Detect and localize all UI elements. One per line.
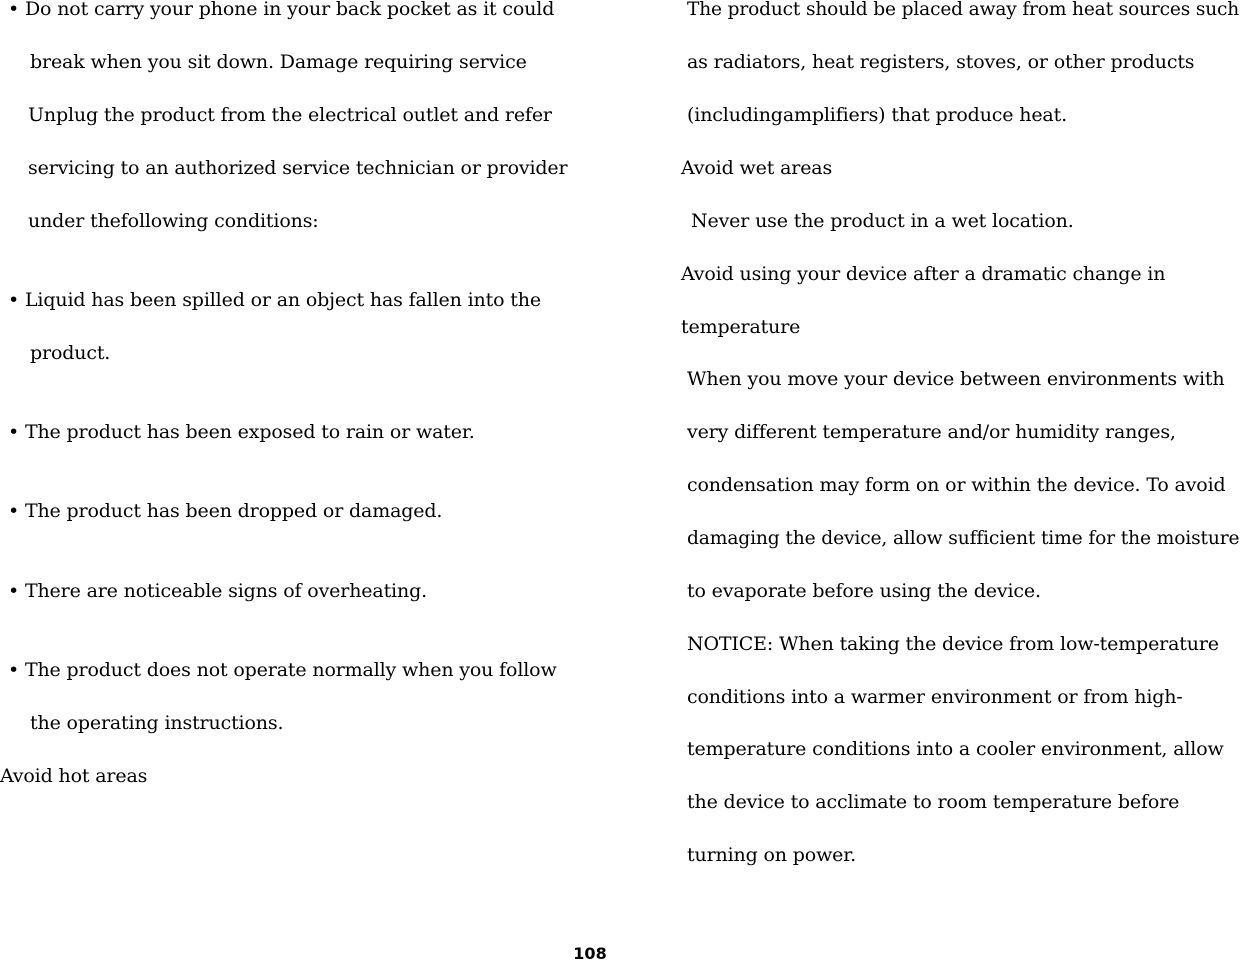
text-line: Avoid using your device after a dramatic change in [681, 263, 1166, 285]
text-line: to evaporate before using the device. [687, 580, 1041, 602]
page-number: 108 [573, 944, 607, 963]
text-line: turning on power. [687, 844, 857, 866]
text-line: Unplug the product from the electrical outlet and refer [28, 104, 552, 126]
text-line: (includingamplifiers) that produce heat. [687, 104, 1067, 126]
text-line: servicing to an authorized service technician or provider [28, 157, 568, 179]
text-line: NOTICE: When taking the device from low-temperature [687, 633, 1219, 655]
text-line: temperature conditions into a cooler environment, allow [687, 738, 1224, 760]
text-line: very different temperature and/or humidity ranges, [687, 421, 1176, 443]
paragraph-wet-location: Never use the product in a wet location. [691, 210, 1074, 232]
text-line: The product should be placed away from heat sources such [687, 0, 1240, 20]
text-line: • Do not carry your phone in your back pocket as it could [8, 0, 555, 20]
heading-avoid-hot-areas: Avoid hot areas [0, 765, 148, 787]
text-line: • The product does not operate normally when you follow [8, 659, 557, 681]
bullet-exposed-to-water: • The product has been exposed to rain or water. [8, 421, 475, 443]
text-line: damaging the device, allow sufficient time for the moisture [687, 527, 1240, 549]
text-line: the operating instructions. [30, 712, 284, 734]
text-line: break when you sit down. Damage requiring service [30, 51, 527, 73]
text-line: condensation may form on or within the device. To avoid [687, 474, 1226, 496]
bullet-dropped-or-damaged: • The product has been dropped or damaged. [8, 500, 443, 522]
text-line: • Liquid has been spilled or an object has fallen into the [8, 289, 541, 311]
text-line: product. [30, 342, 111, 364]
text-line: the device to acclimate to room temperature before [687, 791, 1180, 813]
bullet-overheating: • There are noticeable signs of overheating. [8, 580, 427, 602]
text-line: under thefollowing conditions: [28, 210, 319, 232]
text-line: as radiators, heat registers, stoves, or other products [687, 51, 1195, 73]
text-line: When you move your device between environments with [687, 368, 1225, 390]
heading-avoid-wet-areas: Avoid wet areas [681, 157, 833, 179]
text-line: temperature [681, 316, 801, 338]
text-line: conditions into a warmer environment or from high- [687, 686, 1183, 708]
